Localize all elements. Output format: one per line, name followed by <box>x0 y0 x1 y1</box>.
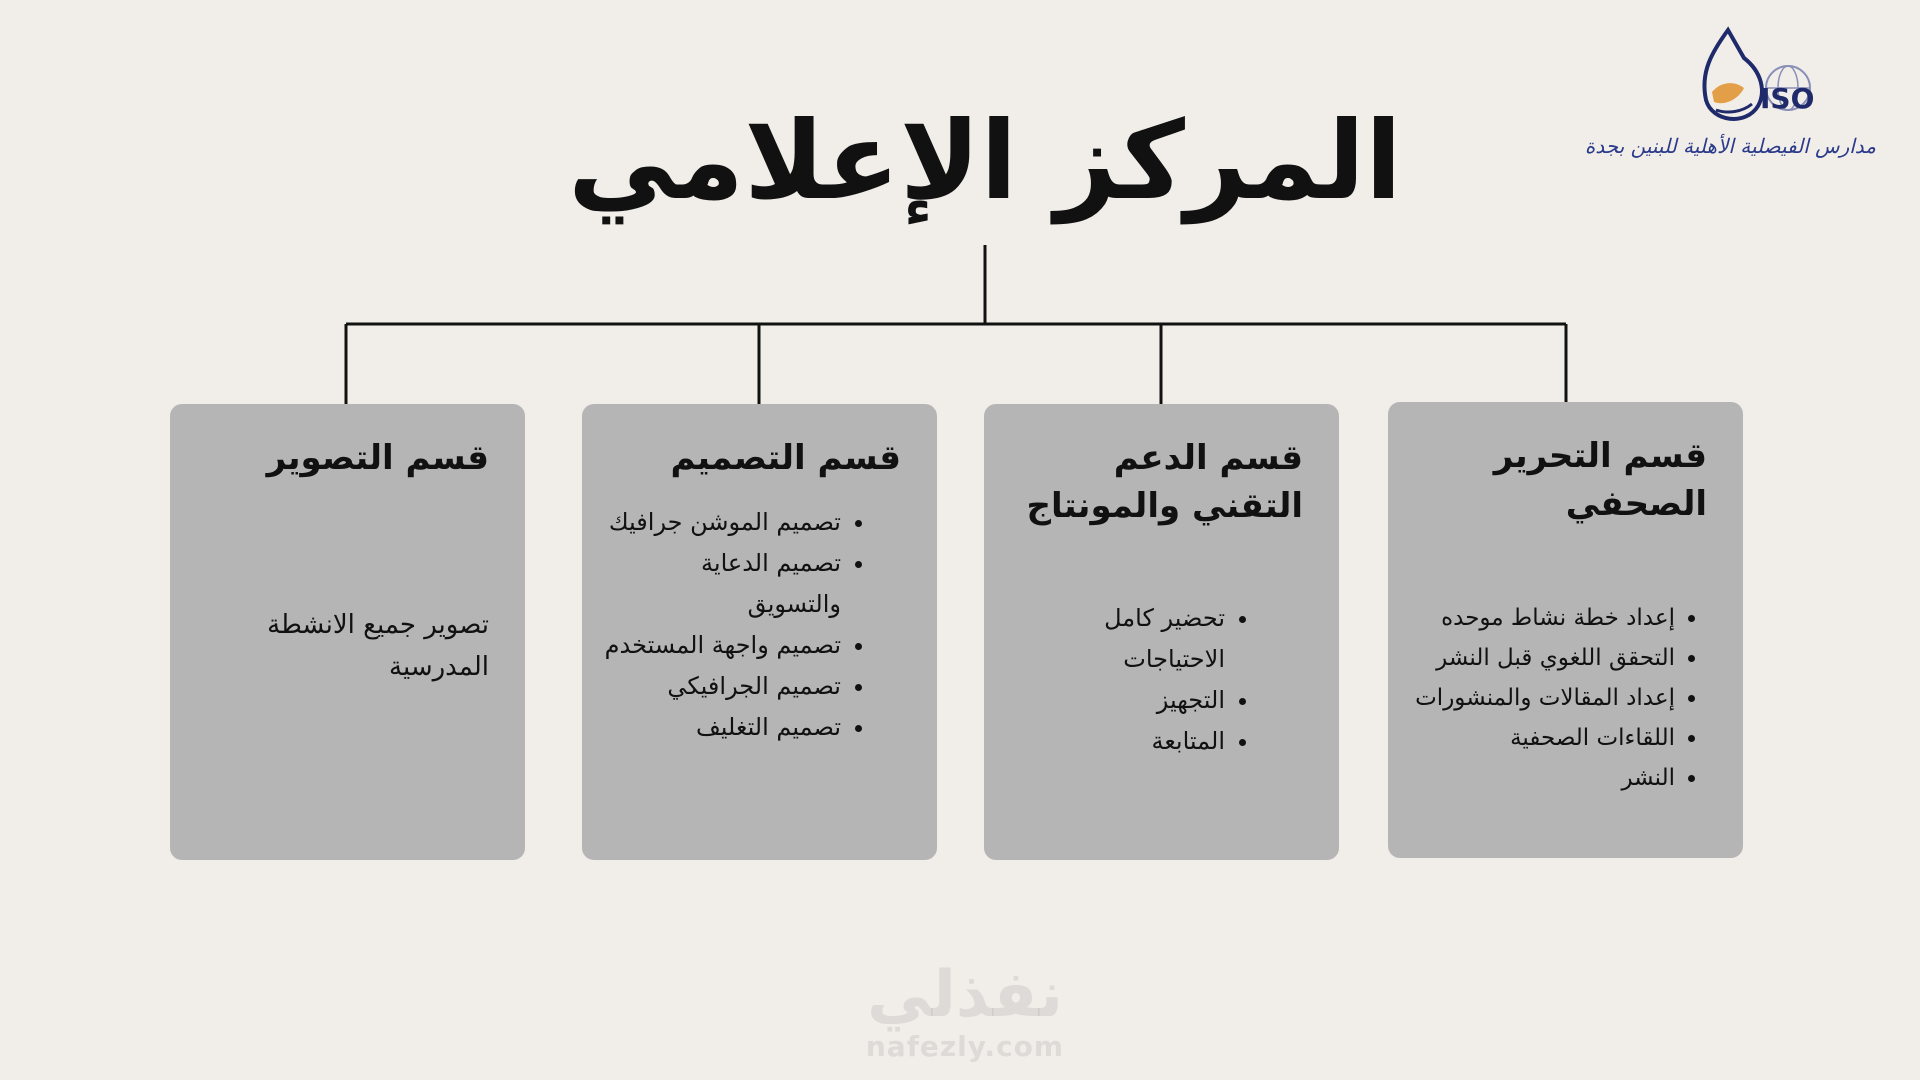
list-item: • تصميم واجهة المستخدم <box>604 625 841 666</box>
department-title: قسم التصميم <box>670 438 901 478</box>
watermark-latin: nafezly.com <box>865 1030 1065 1063</box>
department-box-support <box>984 404 1339 860</box>
school-logo <box>1584 22 1876 182</box>
iso-mark: ISO <box>1760 82 1815 115</box>
department-title: قسم التحرير الصحفي <box>1493 436 1707 524</box>
department-item-list <box>1006 598 1303 762</box>
list-item: • النشر <box>1410 758 1675 798</box>
department-box-design <box>582 404 937 860</box>
school-name: مدارس الفيصلية الأهلية للبنين بجدة <box>1584 134 1876 158</box>
department-title: قسم الدعم التقني والمونتاج <box>1026 438 1303 526</box>
list-item: • تصميم التغليف <box>604 707 841 748</box>
calligraphy-emblem-icon <box>1616 22 1876 132</box>
list-item: • التحقق اللغوي قبل النشر <box>1410 638 1675 678</box>
department-title: قسم التصوير <box>266 438 489 478</box>
watermark <box>840 960 1090 1064</box>
list-item: • تصميم الدعاية والتسويق <box>604 543 841 625</box>
list-item: • اللقاءات الصحفية <box>1410 718 1675 758</box>
department-description: تصوير جميع الانشطة المدرسية <box>267 610 489 682</box>
list-item: • تحضير كامل الاحتياجات <box>1006 598 1225 680</box>
chart-title: المركز الإعلامي <box>567 99 1403 224</box>
list-item: • التجهيز <box>1006 680 1225 721</box>
list-item: • إعداد خطة نشاط موحده <box>1410 598 1675 638</box>
watermark-arabic: نفذلي <box>867 958 1063 1032</box>
department-item-list <box>604 502 901 748</box>
department-box-editorial <box>1388 402 1743 858</box>
list-item: • إعداد المقالات والمنشورات <box>1410 678 1675 718</box>
department-item-list <box>1410 598 1707 798</box>
department-box-photography <box>170 404 525 860</box>
list-item: • المتابعة <box>1006 721 1225 762</box>
list-item: • تصميم الموشن جرافيك <box>604 502 841 543</box>
list-item: • تصميم الجرافيكي <box>604 666 841 707</box>
